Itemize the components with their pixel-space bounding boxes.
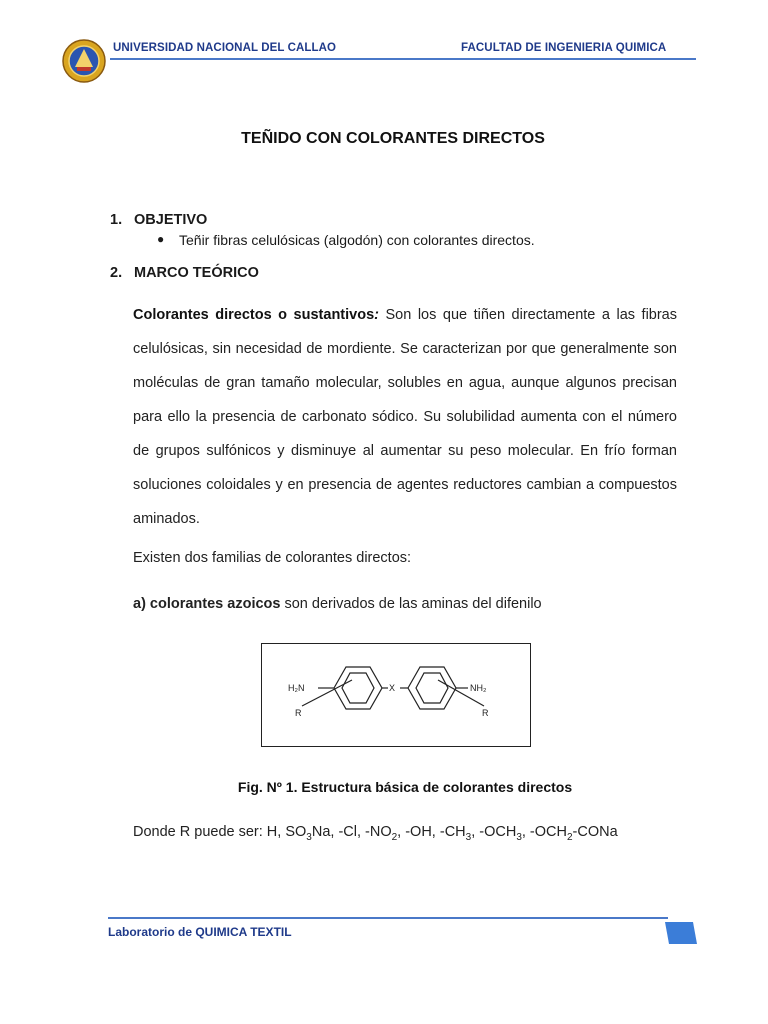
- r-options-text: , -OCH: [471, 824, 517, 840]
- r-options-subscript: 3: [465, 831, 472, 843]
- term-colon: :: [374, 307, 379, 323]
- r-options-text: , -OCH: [521, 824, 567, 840]
- term-lead: Colorantes directos o sustantivos: [133, 307, 375, 323]
- objective-text: Teñir fibras celulósicas (algodón) con colorantes directos.: [179, 232, 535, 248]
- r-options-text: Donde R puede ser: H, SO: [133, 824, 307, 840]
- footer-divider: [108, 917, 668, 919]
- right-amine-label: NH₂: [470, 683, 487, 693]
- university-seal-logo: [62, 39, 106, 83]
- family-a-rest: son derivados de las aminas del difenilo: [280, 596, 542, 612]
- r-options-text: , -OH, -CH: [397, 824, 466, 840]
- r-options-subscript: 2: [391, 831, 398, 843]
- diphenyl-structure-diagram: [262, 644, 532, 748]
- footer-lab-name: Laboratorio de QUIMICA TEXTIL: [108, 925, 292, 939]
- r-options-line: [133, 824, 618, 843]
- family-a-line: [133, 596, 542, 612]
- section-number: 2.: [110, 265, 123, 281]
- page-title: TEÑIDO CON COLORANTES DIRECTOS: [241, 130, 545, 147]
- right-ring-inner: [416, 673, 448, 703]
- r-options-text: Na, -Cl, -NO: [311, 824, 392, 840]
- paragraph-body: Son los que tiñen directamente a las fibras celulósicas, sin necesidad de mordiente. Se caracterizan por que generalmente son moléculas de gran tamaño molecular, solubles en agua, aunque algunos precisan para ello la presencia de carbonato sódico. Su solubilidad aumenta con el número de grupos sulfónicos y disminuye al aumentar su peso molecular. En frío forman soluciones coloidales y en presencia de agentes reductores cambian a compuestos aminados.: [133, 307, 677, 527]
- section-label: MARCO TEÓRICO: [134, 265, 259, 281]
- r-options-text: -CONa: [572, 824, 618, 840]
- section-number: 1.: [110, 212, 123, 228]
- bridge-label: X: [389, 683, 396, 693]
- body-paragraph: [133, 298, 677, 536]
- header-divider: [110, 58, 696, 60]
- figure-caption: Fig. Nº 1. Estructura básica de colorantes directos: [237, 779, 573, 795]
- r-options-subscript: 3: [306, 831, 312, 843]
- left-r-label: R: [295, 708, 302, 718]
- university-name: UNIVERSIDAD NACIONAL DEL CALLAO: [113, 42, 337, 54]
- faculty-name: FACULTAD DE INGENIERIA QUIMICA: [461, 42, 667, 54]
- structure-figure: [261, 643, 531, 747]
- section-label: OBJETIVO: [134, 212, 208, 228]
- bullet-icon: ●: [157, 232, 165, 246]
- r-options-subscript: 3: [516, 831, 522, 843]
- right-r-label: R: [482, 708, 489, 718]
- page-corner-badge: [661, 920, 697, 946]
- r-options-subscript: 2: [566, 831, 573, 843]
- left-amine-label: H₂N: [288, 683, 305, 693]
- left-ring-inner: [342, 673, 374, 703]
- family-a-prefix: a) colorantes azoicos: [133, 596, 281, 612]
- families-intro: Existen dos familias de colorantes directos:: [133, 550, 412, 566]
